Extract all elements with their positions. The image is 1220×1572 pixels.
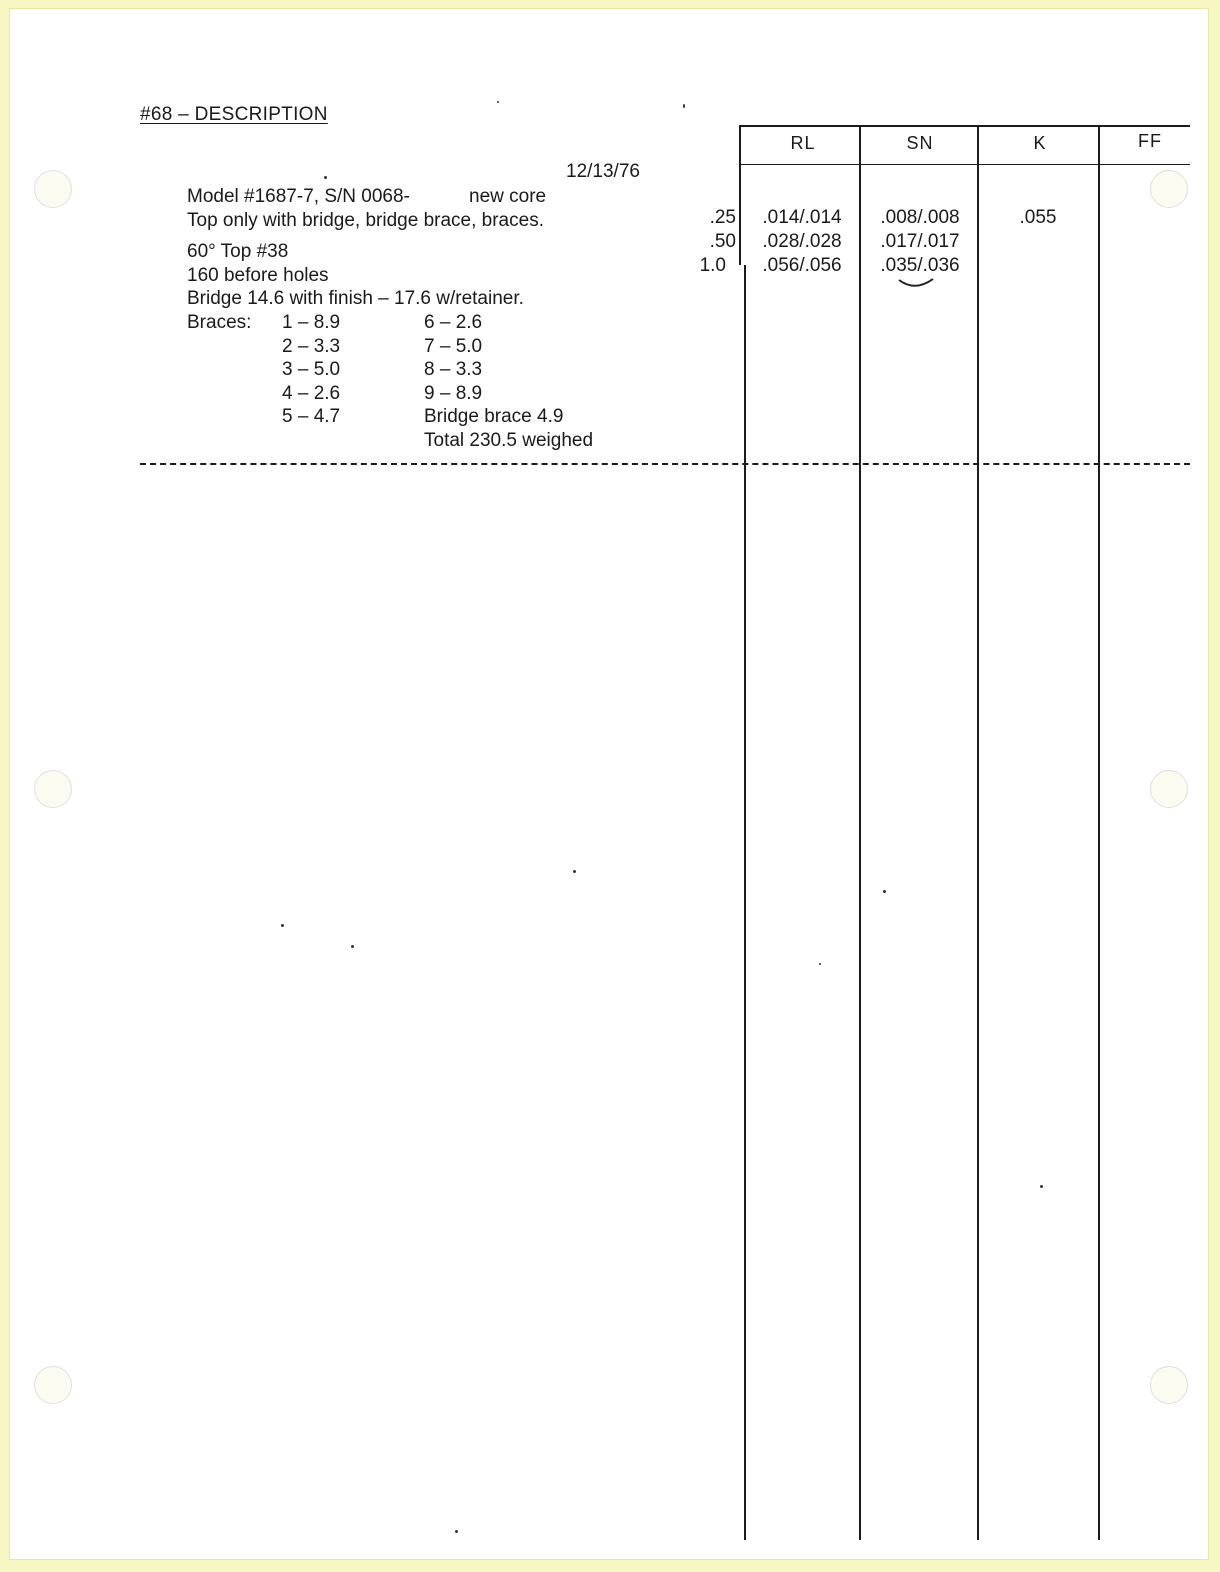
load-value: .25 bbox=[709, 207, 736, 228]
description-line: 60° Top #38 bbox=[187, 241, 289, 262]
scan-speck bbox=[683, 104, 685, 108]
sn-value: .008/.008 bbox=[880, 207, 960, 228]
column-divider bbox=[1098, 125, 1100, 1540]
scan-speck bbox=[497, 101, 499, 103]
binder-hole-top-left bbox=[34, 170, 72, 208]
entry-date: 12/13/76 bbox=[566, 161, 640, 182]
handwritten-mark bbox=[895, 276, 939, 292]
description-line: Bridge 14.6 with finish – 17.6 w/retainer. bbox=[187, 288, 524, 309]
model-line: Model #1687-7, S/N 0068- bbox=[187, 186, 410, 207]
braces-label: Braces: bbox=[187, 312, 252, 333]
section-separator bbox=[140, 463, 1190, 465]
brace-weight: 1 – 8.9 bbox=[282, 312, 341, 333]
header-rule bbox=[739, 164, 1190, 165]
table-top-rule bbox=[739, 125, 1190, 127]
scan-speck bbox=[573, 870, 576, 873]
brace-weight: 2 – 3.3 bbox=[282, 336, 341, 357]
rl-value: .028/.028 bbox=[762, 231, 842, 252]
brace-weight: 5 – 4.7 bbox=[282, 406, 341, 427]
column-divider bbox=[859, 125, 861, 1540]
brace-weight: 3 – 5.0 bbox=[282, 359, 341, 380]
brace-weight: 9 – 8.9 bbox=[424, 383, 483, 404]
bridge-brace-weight: Bridge brace 4.9 bbox=[424, 406, 564, 427]
column-header-ff: FF bbox=[1138, 131, 1162, 151]
rl-value: .056/.056 bbox=[762, 255, 842, 276]
scan-speck bbox=[455, 1530, 458, 1533]
scan-speck bbox=[351, 945, 354, 948]
column-header-rl: RL bbox=[790, 133, 816, 153]
scan-speck bbox=[883, 890, 886, 893]
scan-speck bbox=[324, 176, 327, 179]
rl-value: .014/.014 bbox=[762, 207, 842, 228]
description-line: 160 before holes bbox=[187, 265, 329, 286]
page-title: #68 – DESCRIPTION bbox=[140, 104, 328, 125]
scan-speck bbox=[1040, 1185, 1043, 1188]
brace-weight: 7 – 5.0 bbox=[424, 336, 483, 357]
k-value: .055 bbox=[1019, 207, 1057, 228]
binder-hole-bottom-left bbox=[34, 1366, 72, 1404]
binder-hole-mid-left bbox=[34, 770, 72, 808]
sn-value: .017/.017 bbox=[880, 231, 960, 252]
scan-speck bbox=[281, 924, 284, 927]
load-value: .50 bbox=[709, 231, 736, 252]
total-weight: Total 230.5 weighed bbox=[424, 430, 594, 451]
column-divider bbox=[739, 125, 741, 265]
column-divider bbox=[744, 265, 746, 1540]
column-header-sn: SN bbox=[906, 133, 934, 153]
column-header-k: K bbox=[1033, 133, 1047, 153]
binder-hole-bottom-right bbox=[1150, 1366, 1188, 1404]
binder-hole-mid-right bbox=[1150, 770, 1188, 808]
sn-value: .035/.036 bbox=[880, 255, 960, 276]
description-line: Top only with bridge, bridge brace, braces. bbox=[187, 210, 544, 231]
scan-speck bbox=[819, 963, 821, 965]
brace-weight: 8 – 3.3 bbox=[424, 359, 483, 380]
model-note: new core bbox=[469, 186, 547, 207]
binder-hole-top-right bbox=[1150, 170, 1188, 208]
load-value: 1.0 bbox=[699, 255, 726, 276]
brace-weight: 6 – 2.6 bbox=[424, 312, 483, 333]
brace-weight: 4 – 2.6 bbox=[282, 383, 341, 404]
column-divider bbox=[977, 125, 979, 1540]
